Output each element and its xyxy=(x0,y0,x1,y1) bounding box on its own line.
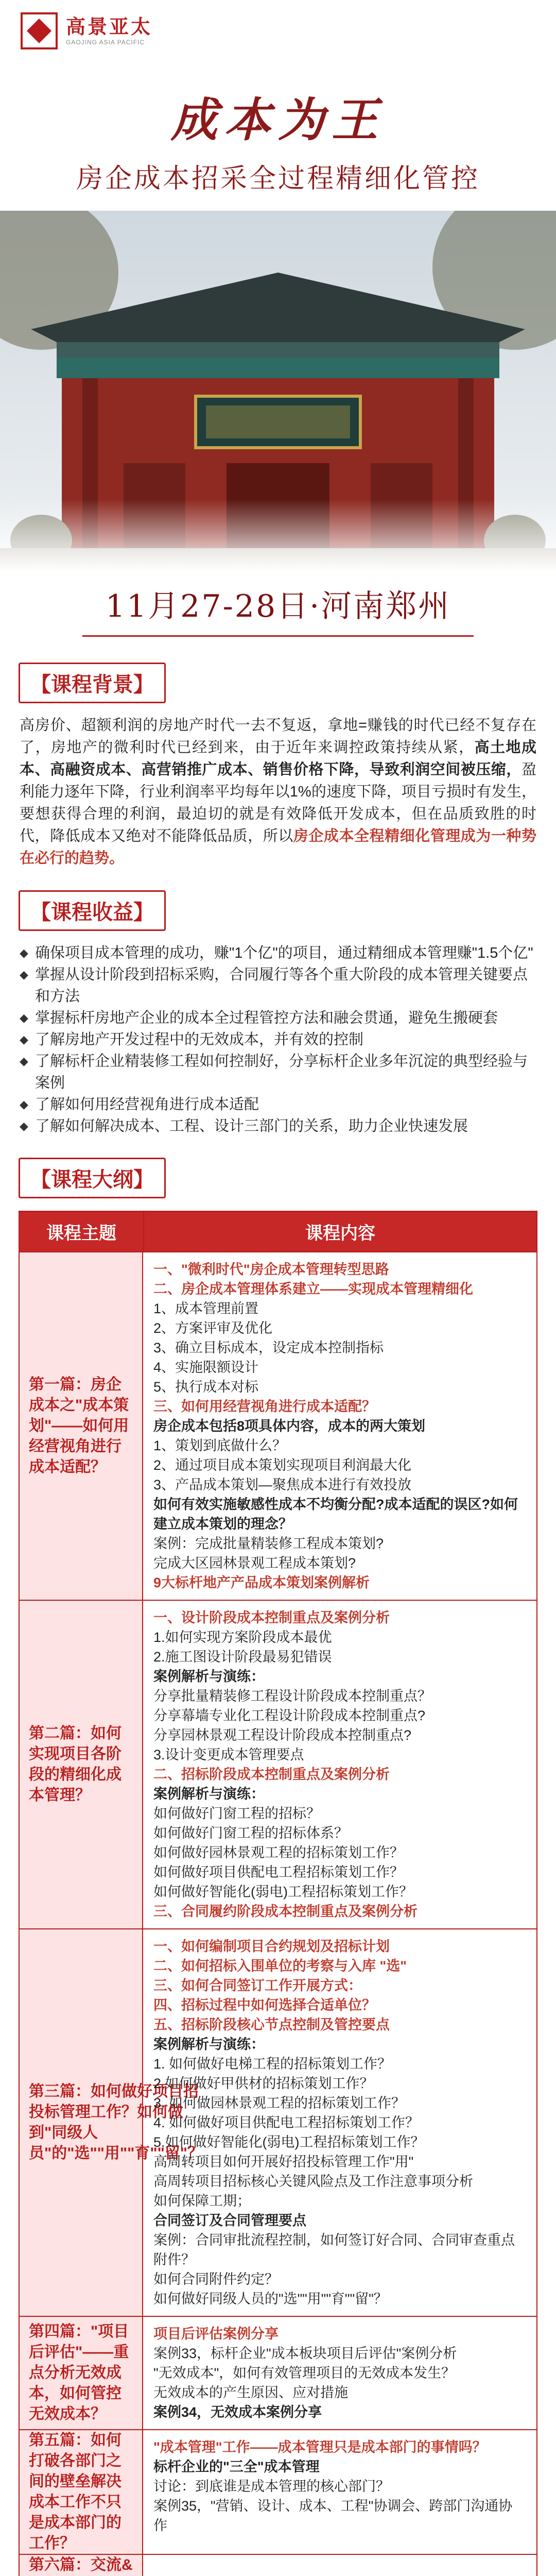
outline-line: 如何做好项目供配电工程招标策划工作？ xyxy=(153,1865,404,1880)
outline-line: 讨论：到底谁是成本管理的核心部门？ xyxy=(153,2479,390,2494)
benefit-item: ◆ 了解房地产开发过程中的无效成本，并有效的控制 xyxy=(20,1029,536,1050)
outline-line: 3、产品成本策划—聚焦成本进行有效投放 xyxy=(153,1477,412,1493)
outline-line: 案例解析与演练： xyxy=(153,2037,265,2052)
background-p1: 高房价、超额利润的房地产时代一去不复返，拿地=赚钱的时代已经不复存在了，房地产的微利时代已经到来，由于近年来调控政策持续从紧， xyxy=(20,717,536,756)
outline-content xyxy=(143,1929,536,2316)
page-subtitle: 房企成本招采全过程精细化管控 xyxy=(76,163,480,194)
brand-logo-icon xyxy=(21,12,58,49)
outline-line: 高周转项目如何开展好招投标管理工作"用" xyxy=(153,2154,414,2170)
outline-content xyxy=(143,2555,536,2576)
outline-line: 4. 如何做好项目供配电工程招标策划工作？ xyxy=(153,2115,420,2130)
event-date-location: 11月27-28日·河南郑州 xyxy=(105,588,451,624)
outline-line: 二、如何招标入围单位的考察与入库 "选" xyxy=(153,1958,407,1974)
outline-line: 三、如何用经营视角进行成本适配？ xyxy=(153,1399,376,1414)
section-background xyxy=(0,663,556,870)
outline-line: 5.如何做好智能化(弱电)工程招标策划工作？ xyxy=(153,2134,425,2150)
outline-line: 如何做好门窗工程的招标体系？ xyxy=(153,1825,348,1841)
outline-topic: 第一篇：房企成本之"成本策划"——如何用经营视角进行成本适配？ xyxy=(20,1252,143,1600)
section-title: 【课程大纲】 xyxy=(19,1158,166,1198)
outline-line: 2、通过项目成本策划实现项目利润最大化 xyxy=(153,1458,412,1473)
outline-topic: 第五篇：如何打破各部门之间的壁垒解决成本工作不只是成本部门的工作？ xyxy=(20,2430,143,2554)
outline-line: 标杆企业的"三全"成本管理 xyxy=(153,2459,320,2475)
brand-name: 高景亚太 xyxy=(66,16,153,38)
outline-line: 如何做好智能化(弱电)工程招标策划工作？ xyxy=(153,1884,413,1900)
outline-topic: 第三篇：如何做好项目招投标管理工作？如何做到"同级人员"的"选""用""育""留"？ xyxy=(20,1929,143,2316)
outline-line: 项目后评估案例分享 xyxy=(153,2326,279,2342)
outline-line: 如何做好门窗工程的招标？ xyxy=(153,1806,320,1821)
outline-line: 如何合同附件约定？ xyxy=(153,2272,279,2287)
brand-sub: GAOJING ASIA PACIFIC xyxy=(66,39,145,46)
col-topic-header: 课程主题 xyxy=(20,1212,144,1251)
col-content-header: 课程内容 xyxy=(305,1224,375,1243)
outline-row xyxy=(20,2316,536,2429)
outline-topic: 第二篇：如何实现项目各阶段的精细化成本管理？ xyxy=(20,1601,143,1928)
outline-line: 三、合同履约阶段成本控制重点及案例分析 xyxy=(153,1904,418,1919)
background-text xyxy=(20,715,536,870)
benefit-item: ◆ 掌握从设计阶段到招标采购，合同履行等各个重大阶段的成本管理关键要点和方法 xyxy=(20,964,536,1007)
outline-line: 3. 如何做园林景观工程的招标策划工作？ xyxy=(153,2095,406,2111)
header xyxy=(0,0,556,62)
section-title: 【课程背景】 xyxy=(19,663,166,703)
outline-line: 二、招标阶段成本控制重点及案例分析 xyxy=(153,1767,390,1782)
outline-line: 2.如何做好甲供材的招标策划工作？ xyxy=(153,2076,374,2091)
outline-line: "成本管理"工作——成本管理只是成本部门的事情吗？ xyxy=(153,2439,486,2455)
background-p2-highlight: 房企成本全程精细化管理成为一种势在必行的趋势。 xyxy=(20,828,536,867)
section-outline xyxy=(0,1158,556,2576)
outline-line: 高周转项目招标核心关键风险点及工作注意事项分析 xyxy=(153,2174,473,2189)
outline-line: 分享园林景观工程设计阶段成本控制重点? xyxy=(153,1727,412,1743)
section-benefits xyxy=(0,890,556,1137)
outline-content xyxy=(143,2430,536,2554)
divider xyxy=(82,635,474,637)
outline-content xyxy=(143,1252,536,1600)
background-p1-bold: 高土地成本、高融资成本、高营销推广成本、销售价格下降，导致利润空间被压缩， xyxy=(20,739,536,778)
outline-line: 三、如何合同签订工作开展方式： xyxy=(153,1978,362,1993)
outline-topic: 第四篇："项目后评估"——重点分析无效成本，如何管控无效成本？ xyxy=(20,2317,143,2429)
outline-line: 5、执行成本对标 xyxy=(153,1379,259,1395)
outline-table-header xyxy=(20,1212,536,1251)
outline-line: 完成大区园林景观工程成本策划? xyxy=(153,1555,356,1571)
outline-line: 一、设计阶段成本控制重点及案例分析 xyxy=(153,1610,390,1625)
outline-line: 案例：完成批量精装修工程成本策划? xyxy=(153,1536,384,1551)
outline-line: 房企成本包括8项具体内容，成本的两大策划 xyxy=(153,1418,426,1434)
outline-line: 案例35，"营销、设计、成本、工程"协调会、跨部门沟通协作 xyxy=(153,2498,513,2533)
outline-line: 二、房企成本管理体系建立——实现成本管理精细化 xyxy=(153,1281,473,1297)
outline-line: 无效成本的产生原因、应对措施 xyxy=(153,2385,348,2400)
benefit-item: ◆ 掌握标杆房地产企业的成本全过程管控方法和融会贯通，避免生搬硬套 xyxy=(20,1007,536,1029)
outline-line: 如何做好同级人员的"选""用""育""留"？ xyxy=(153,2291,388,2307)
outline-line: 1、策划到底做什么？ xyxy=(153,1438,287,1453)
outline-line: 案例解析与演练： xyxy=(153,1669,265,1684)
outline-row xyxy=(20,1928,536,2316)
outline-line: 案例33，标杆企业"成本板块项目后评估"案例分析 xyxy=(153,2346,457,2361)
outline-line: 9大标杆地产产品成本策划案例解析 xyxy=(153,1575,370,1590)
benefit-item: ◆ 了解如何解决成本、工程、设计三部门的关系，助力企业快速发展 xyxy=(20,1115,536,1137)
outline-line: 四、招标过程中如何选择合适单位？ xyxy=(153,1997,376,2013)
outline-line: 4、实施限额设计 xyxy=(153,1360,259,1375)
outline-line: 如何做好园林景观工程的招标策划工作？ xyxy=(153,1845,404,1860)
outline-row xyxy=(20,2429,536,2554)
outline-content xyxy=(143,1601,536,1928)
outline-line: "无效成本"，如何有效管理项目的无效成本发生？ xyxy=(153,2365,456,2381)
outline-content xyxy=(143,2317,536,2429)
outline-line: 五、招标阶段核心节点控制及管控要点 xyxy=(153,2017,390,2032)
outline-line: 案例解析与演练： xyxy=(153,1786,265,1802)
benefit-item: ◆ 了解如何用经营视角进行成本适配 xyxy=(20,1094,536,1115)
outline-line: 2.施工图设计阶段最易犯错误 xyxy=(153,1649,332,1665)
outline-topic: 第六篇：交流& xyxy=(20,2555,143,2576)
benefit-item: ◆ 确保项目成本管理的成功，赚"1个亿"的项目，通过精细成本管理赚"1.5个亿" xyxy=(20,942,536,964)
outline-line: 2、方案评审及优化 xyxy=(153,1320,273,1336)
background-p2: 盈利能力逐年下降，行业利润率平均每年以1%的速度下降，项目亏损时有发生，要想获得合理的利润，最迫切的就是有效降低开发成本，但在品质致胜的时代，降低成本又绝对不能降低品质，所以 xyxy=(20,761,536,844)
outline-line: 3.设计变更成本管理要点 xyxy=(153,1747,304,1762)
outline-line: 一、如何编制项目合约规划及招标计划 xyxy=(153,1939,390,1954)
slogan: 成本为王 xyxy=(171,93,385,147)
outline-line: 如何有效实施敏感性成本不均衡分配?成本适配的误区?如何建立成本策划的理念？ xyxy=(153,1497,518,1532)
outline-line: 3、确立目标成本，设定成本控制指标 xyxy=(153,1340,384,1355)
outline-line: 如何保障工期； xyxy=(153,2193,251,2209)
outline-line: 1.如何实现方案阶段成本最优 xyxy=(153,1630,332,1645)
section-title: 【课程收益】 xyxy=(19,890,166,931)
benefit-item: ◆ 了解标杆企业精装修工程如何控制好，分享标杆企业多年沉淀的典型经验与案例 xyxy=(20,1050,536,1094)
outline-line: 一、"微利时代"房企成本管理转型思路 xyxy=(153,1262,389,1277)
outline-line: 1、成本管理前置 xyxy=(153,1301,259,1316)
outline-line: 案例：合同审批流程控制，如何签订好合同、合同审查重点附件？ xyxy=(153,2232,515,2267)
outline-line: 分享批量精装修工程设计阶段成本控制重点？ xyxy=(153,1688,431,1704)
benefits-list xyxy=(20,942,536,1137)
outline-line: 分享幕墙专业化工程设计阶段成本控制重点? xyxy=(153,1708,426,1723)
hero-image xyxy=(0,211,556,571)
outline-row xyxy=(20,1251,536,1600)
outline-row xyxy=(20,1600,536,1928)
outline-line: 合同签订及合同管理要点 xyxy=(153,2213,306,2228)
outline-line: 案例34，无效成本案例分享 xyxy=(153,2404,322,2420)
outline-table xyxy=(19,1211,537,2576)
outline-line: 1. 如何做好电梯工程的招标策划工作？ xyxy=(153,2056,392,2072)
outline-row xyxy=(20,2554,536,2576)
